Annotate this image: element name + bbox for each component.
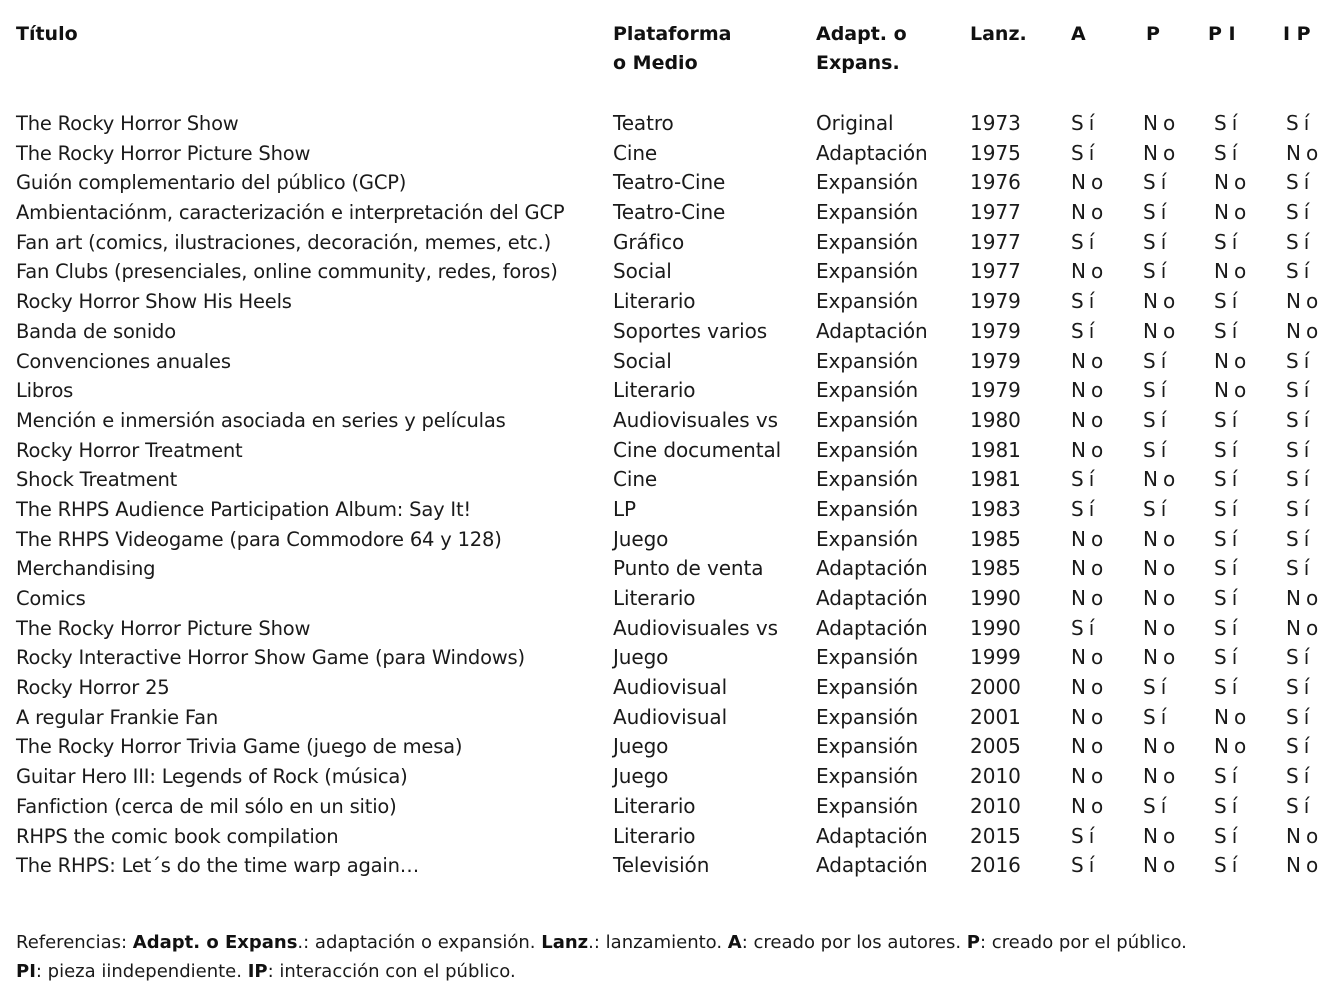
cell-pi: Sí	[1214, 645, 1243, 670]
header-p	[1146, 20, 1160, 49]
cell-a: No	[1071, 407, 1109, 432]
cell-plataforma: Literario	[613, 793, 696, 818]
cell-titulo: Shock Treatment	[16, 468, 178, 492]
cell-pi: Sí	[1214, 586, 1243, 610]
cell-adapt-expans: Expansión	[816, 496, 919, 521]
cell-p: Sí	[1143, 200, 1172, 225]
cell-a: Sí	[1071, 615, 1100, 640]
cell-titulo: Libros	[16, 379, 74, 403]
cell-ip: Sí	[1286, 764, 1315, 789]
header-ip	[1283, 20, 1311, 49]
cell-ip: Sí	[1286, 259, 1315, 284]
table-row	[0, 792, 1335, 822]
cell-pi: Sí	[1214, 140, 1243, 165]
cell-pi: Sí	[1214, 437, 1243, 462]
cell-p: No	[1143, 140, 1181, 165]
cell-pi: Sí	[1214, 823, 1243, 848]
cell-p: No	[1143, 645, 1181, 670]
cell-ip: Sí	[1286, 526, 1315, 551]
cell-plataforma: Gráfico	[613, 229, 685, 254]
cell-ip: Sí	[1286, 793, 1315, 818]
cell-plataforma: Audiovisual	[613, 704, 728, 729]
cell-ip: No	[1286, 823, 1324, 848]
cell-plataforma: Juego	[613, 645, 669, 670]
cell-ip: No	[1286, 289, 1324, 314]
cell-adapt-expans: Expansión	[816, 734, 919, 759]
cell-titulo: Rocky Horror Treatment	[16, 438, 243, 462]
cell-titulo: Rocky Interactive Horror Show Game (para Windows)	[16, 646, 525, 670]
cell-adapt-expans: Expansión	[816, 289, 919, 314]
cell-pi: Sí	[1214, 289, 1243, 314]
cell-titulo: RHPS the comic book compilation	[16, 824, 339, 848]
cell-p: Sí	[1143, 407, 1172, 432]
cell-titulo: Merchandising	[16, 557, 156, 581]
cell-lanz: 2001	[970, 704, 1021, 729]
cell-pi: Sí	[1214, 615, 1243, 640]
cell-adapt-expans: Adaptación	[816, 318, 928, 343]
cell-ip: Sí	[1286, 645, 1315, 670]
cell-a: No	[1071, 378, 1109, 403]
cell-plataforma: Literario	[613, 378, 696, 403]
table-row	[0, 554, 1335, 584]
cell-lanz: 1990	[970, 586, 1021, 610]
cell-adapt-expans: Expansión	[816, 378, 919, 403]
cell-a: No	[1071, 200, 1109, 225]
cell-pi: Sí	[1214, 496, 1243, 521]
cell-lanz: 1977	[970, 229, 1021, 254]
cell-a: No	[1071, 170, 1109, 195]
cell-p: Sí	[1143, 229, 1172, 254]
cell-adapt-expans: Expansión	[816, 348, 919, 373]
header-titulo	[16, 20, 78, 49]
cell-adapt-expans: Expansión	[816, 467, 919, 492]
cell-plataforma: Literario	[613, 823, 696, 848]
header-a	[1071, 20, 1086, 49]
cell-a: No	[1071, 764, 1109, 789]
cell-ip: Sí	[1286, 229, 1315, 254]
cell-lanz: 1979	[970, 348, 1021, 373]
cell-titulo: Guitar Hero III: Legends of Rock (música)	[16, 765, 408, 789]
cell-plataforma: Juego	[613, 764, 669, 789]
references-p-term: P	[966, 932, 980, 953]
cell-lanz: 1980	[970, 407, 1021, 432]
cell-a: No	[1071, 437, 1109, 462]
table-row	[0, 851, 1335, 881]
cell-ip: No	[1286, 615, 1324, 640]
cell-a: Sí	[1071, 229, 1100, 254]
cell-pi: Sí	[1214, 675, 1243, 700]
cell-ip: Sí	[1286, 407, 1315, 432]
cell-p: No	[1143, 615, 1181, 640]
header-plataforma-line1: Plataforma	[613, 23, 732, 45]
cell-adapt-expans: Expansión	[816, 645, 919, 670]
cell-plataforma: Teatro-Cine	[613, 170, 726, 195]
cell-p: Sí	[1143, 259, 1172, 284]
cell-adapt-expans: Adaptación	[816, 556, 928, 581]
cell-ip: Sí	[1286, 734, 1315, 759]
table-row	[0, 406, 1335, 436]
cell-plataforma: Cine	[613, 467, 658, 492]
cell-ip: Sí	[1286, 200, 1315, 225]
cell-ip: Sí	[1286, 467, 1315, 492]
cell-ip: No	[1286, 140, 1324, 165]
cell-a: No	[1071, 526, 1109, 551]
cell-ip: Sí	[1286, 111, 1315, 135]
cell-lanz: 1976	[970, 170, 1021, 195]
header-lanz	[970, 20, 1027, 49]
header-plataforma-line2: o Medio	[613, 52, 698, 74]
references-a-def: : creado por los autores.	[741, 932, 967, 953]
cell-plataforma: Literario	[613, 586, 696, 610]
cell-p: No	[1143, 318, 1181, 343]
cell-titulo: Fan Clubs (presenciales, online community, redes, foros)	[16, 260, 558, 284]
cell-a: Sí	[1071, 823, 1100, 848]
references-p-def: : creado por el público.	[979, 932, 1187, 953]
cell-ip: Sí	[1286, 378, 1315, 403]
cell-titulo: Fan art (comics, ilustraciones, decoración, memes, etc.)	[16, 230, 551, 254]
cell-adapt-expans: Expansión	[816, 704, 919, 729]
cell-p: Sí	[1143, 793, 1172, 818]
cell-plataforma: Cine documental	[613, 437, 782, 462]
cell-adapt-expans: Expansión	[816, 793, 919, 818]
cell-ip: No	[1286, 586, 1324, 610]
cell-pi: Sí	[1214, 229, 1243, 254]
header-pi-label: P I	[1208, 23, 1236, 45]
references-ip-term: IP	[247, 961, 268, 982]
references-adapt-def: .: adaptación o expansión.	[297, 932, 542, 953]
cell-pi: No	[1214, 170, 1252, 195]
cell-adapt-expans: Expansión	[816, 229, 919, 254]
table-row	[0, 347, 1335, 377]
cell-a: No	[1071, 734, 1109, 759]
cell-a: No	[1071, 704, 1109, 729]
cell-ip: Sí	[1286, 348, 1315, 373]
cell-adapt-expans: Adaptación	[816, 615, 928, 640]
references-ip-def: : interacción con el público.	[267, 961, 516, 982]
cell-a: Sí	[1071, 111, 1100, 135]
table-row	[0, 703, 1335, 733]
cell-pi: Sí	[1214, 111, 1243, 135]
cell-lanz: 1981	[970, 467, 1021, 492]
cell-titulo: The Rocky Horror Trivia Game (juego de mesa)	[16, 735, 463, 759]
references-note	[16, 928, 1321, 986]
table-row	[0, 228, 1335, 258]
references-a-term: A	[727, 932, 742, 953]
cell-titulo: The RHPS: Let´s do the time warp again…	[16, 854, 420, 878]
cell-titulo: The RHPS Videogame (para Commodore 64 y 128)	[16, 527, 502, 551]
cell-p: No	[1143, 823, 1181, 848]
table-row	[0, 822, 1335, 852]
cell-titulo: Ambientaciónm, caracterización e interpretación del GCP	[16, 201, 565, 225]
cell-a: Sí	[1071, 853, 1100, 878]
header-lanz-label: Lanz.	[970, 23, 1027, 45]
cell-pi: Sí	[1214, 526, 1243, 551]
cell-lanz: 1981	[970, 437, 1021, 462]
references-pi-term: PI	[16, 961, 36, 982]
cell-titulo: Convenciones anuales	[16, 349, 231, 373]
cell-a: Sí	[1071, 289, 1100, 314]
cell-plataforma: Social	[613, 348, 672, 373]
cell-lanz: 2005	[970, 734, 1021, 759]
cell-pi: No	[1214, 348, 1252, 373]
table-row	[0, 465, 1335, 495]
cell-titulo: Guión complementario del público (GCP)	[16, 171, 407, 195]
cell-plataforma: LP	[613, 496, 637, 521]
cell-titulo: The Rocky Horror Picture Show	[16, 616, 311, 640]
cell-ip: Sí	[1286, 170, 1315, 195]
cell-a: Sí	[1071, 496, 1100, 521]
cell-a: No	[1071, 556, 1109, 581]
cell-adapt-expans: Expansión	[816, 259, 919, 284]
cell-p: Sí	[1143, 496, 1172, 521]
cell-adapt-expans: Adaptación	[816, 823, 928, 848]
cell-pi: Sí	[1214, 318, 1243, 343]
cell-titulo: Comics	[16, 587, 86, 610]
cell-ip: Sí	[1286, 675, 1315, 700]
cell-ip: No	[1286, 318, 1324, 343]
cell-pi: Sí	[1214, 853, 1243, 878]
cell-plataforma: Juego	[613, 734, 669, 759]
references-lanz-term: Lanz	[541, 932, 589, 953]
cell-a: No	[1071, 586, 1109, 610]
header-adapt	[816, 20, 907, 78]
table-row	[0, 109, 1335, 139]
cell-lanz: 2000	[970, 675, 1021, 700]
table-row	[0, 673, 1335, 703]
references-lanz-def: .: lanzamiento.	[588, 932, 728, 953]
header-p-label: P	[1146, 23, 1160, 45]
cell-lanz: 2010	[970, 764, 1021, 789]
references-prefix: Referencias:	[16, 932, 133, 953]
cell-lanz: 1985	[970, 526, 1021, 551]
cell-a: No	[1071, 348, 1109, 373]
cell-p: No	[1143, 111, 1181, 135]
cell-titulo: A regular Frankie Fan	[16, 705, 219, 729]
cell-pi: No	[1214, 704, 1252, 729]
references-adapt-term: Adapt. o Expans	[132, 932, 298, 953]
cell-ip: Sí	[1286, 556, 1315, 581]
table-row	[0, 168, 1335, 198]
cell-lanz: 2016	[970, 853, 1021, 878]
cell-p: Sí	[1143, 675, 1172, 700]
cell-lanz: 1999	[970, 645, 1021, 670]
table-row	[0, 139, 1335, 169]
cell-adapt-expans: Expansión	[816, 675, 919, 700]
cell-pi: Sí	[1214, 467, 1243, 492]
table-row	[0, 732, 1335, 762]
cell-plataforma: Juego	[613, 526, 669, 551]
header-ip-label: I P	[1283, 23, 1311, 45]
cell-a: Sí	[1071, 140, 1100, 165]
table-row	[0, 198, 1335, 228]
cell-adapt-expans: Expansión	[816, 526, 919, 551]
cell-plataforma: Audiovisuales vs	[613, 615, 778, 640]
table-row	[0, 643, 1335, 673]
cell-plataforma: Social	[613, 259, 672, 284]
cell-pi: No	[1214, 259, 1252, 284]
cell-p: Sí	[1143, 378, 1172, 403]
cell-pi: Sí	[1214, 407, 1243, 432]
cell-adapt-expans: Adaptación	[816, 586, 928, 610]
cell-p: No	[1143, 853, 1181, 878]
cell-titulo: Mención e inmersión asociada en series y películas	[16, 408, 506, 432]
cell-plataforma: Punto de venta	[613, 556, 764, 581]
table-row	[0, 317, 1335, 347]
cell-p: No	[1143, 734, 1181, 759]
cell-p: No	[1143, 526, 1181, 551]
table-row	[0, 584, 1335, 614]
cell-a: No	[1071, 259, 1109, 284]
cell-titulo: The RHPS Audience Participation Album: Say It!	[16, 497, 472, 521]
header-plataforma	[613, 20, 731, 78]
cell-adapt-expans: Adaptación	[816, 140, 928, 165]
cell-p: No	[1143, 289, 1181, 314]
cell-lanz: 1977	[970, 259, 1021, 284]
header-a-label: A	[1071, 23, 1086, 45]
cell-adapt-expans: Expansión	[816, 170, 919, 195]
cell-pi: Sí	[1214, 556, 1243, 581]
header-adapt-line2: Expans.	[816, 52, 900, 74]
table-row	[0, 436, 1335, 466]
cell-plataforma: Soportes varios	[613, 318, 768, 343]
cell-pi: Sí	[1214, 793, 1243, 818]
cell-adapt-expans: Original	[816, 111, 894, 135]
table-row	[0, 257, 1335, 287]
table-row	[0, 287, 1335, 317]
table-row	[0, 495, 1335, 525]
cell-pi: No	[1214, 200, 1252, 225]
header-pi	[1208, 20, 1236, 49]
cell-lanz: 1977	[970, 200, 1021, 225]
cell-p: Sí	[1143, 170, 1172, 195]
cell-titulo: The Rocky Horror Picture Show	[16, 141, 311, 165]
cell-p: No	[1143, 764, 1181, 789]
cell-pi: No	[1214, 734, 1252, 759]
cell-adapt-expans: Expansión	[816, 764, 919, 789]
header-adapt-line1: Adapt. o	[816, 23, 907, 45]
cell-a: No	[1071, 675, 1109, 700]
cell-ip: No	[1286, 853, 1324, 878]
cell-plataforma: Teatro	[613, 111, 674, 135]
cell-adapt-expans: Expansión	[816, 200, 919, 225]
cell-a: No	[1071, 645, 1109, 670]
cell-ip: Sí	[1286, 704, 1315, 729]
cell-lanz: 1979	[970, 378, 1021, 403]
cell-lanz: 1983	[970, 496, 1021, 521]
table-row	[0, 376, 1335, 406]
cell-plataforma: Cine	[613, 140, 658, 165]
references-pi-def: : pieza iindependiente.	[35, 961, 248, 982]
cell-titulo: Banda de sonido	[16, 319, 176, 343]
cell-ip: Sí	[1286, 496, 1315, 521]
cell-p: Sí	[1143, 437, 1172, 462]
cell-titulo: Rocky Horror Show His Heels	[16, 290, 292, 314]
cell-p: No	[1143, 467, 1181, 492]
cell-adapt-expans: Expansión	[816, 437, 919, 462]
cell-a: No	[1071, 793, 1109, 818]
cell-titulo: The Rocky Horror Show	[16, 112, 239, 135]
cell-plataforma: Teatro-Cine	[613, 200, 726, 225]
cell-lanz: 1990	[970, 615, 1021, 640]
cell-ip: Sí	[1286, 437, 1315, 462]
cell-p: No	[1143, 556, 1181, 581]
table-row	[0, 762, 1335, 792]
cell-adapt-expans: Adaptación	[816, 853, 928, 878]
cell-plataforma: Audiovisual	[613, 675, 728, 700]
cell-plataforma: Televisión	[613, 853, 710, 878]
cell-adapt-expans: Expansión	[816, 407, 919, 432]
cell-titulo: Rocky Horror 25	[16, 676, 170, 700]
cell-lanz: 1985	[970, 556, 1021, 581]
cell-lanz: 1975	[970, 140, 1021, 165]
table-row	[0, 525, 1335, 555]
cell-p: Sí	[1143, 348, 1172, 373]
cell-p: No	[1143, 586, 1181, 610]
cell-lanz: 2015	[970, 823, 1021, 848]
table-body	[0, 109, 1335, 881]
cell-pi: Sí	[1214, 764, 1243, 789]
cell-a: Sí	[1071, 467, 1100, 492]
cell-titulo: Fanfiction (cerca de mil sólo en un sitio)	[16, 794, 397, 818]
cell-lanz: 2010	[970, 793, 1021, 818]
cell-lanz: 1979	[970, 318, 1021, 343]
table-row	[0, 614, 1335, 644]
cell-plataforma: Audiovisuales vs	[613, 407, 778, 432]
cell-lanz: 1979	[970, 289, 1021, 314]
cell-plataforma: Literario	[613, 289, 696, 314]
cell-lanz: 1973	[970, 111, 1021, 135]
cell-pi: No	[1214, 378, 1252, 403]
cell-a: Sí	[1071, 318, 1100, 343]
cell-p: Sí	[1143, 704, 1172, 729]
header-titulo-label: Título	[16, 23, 78, 45]
